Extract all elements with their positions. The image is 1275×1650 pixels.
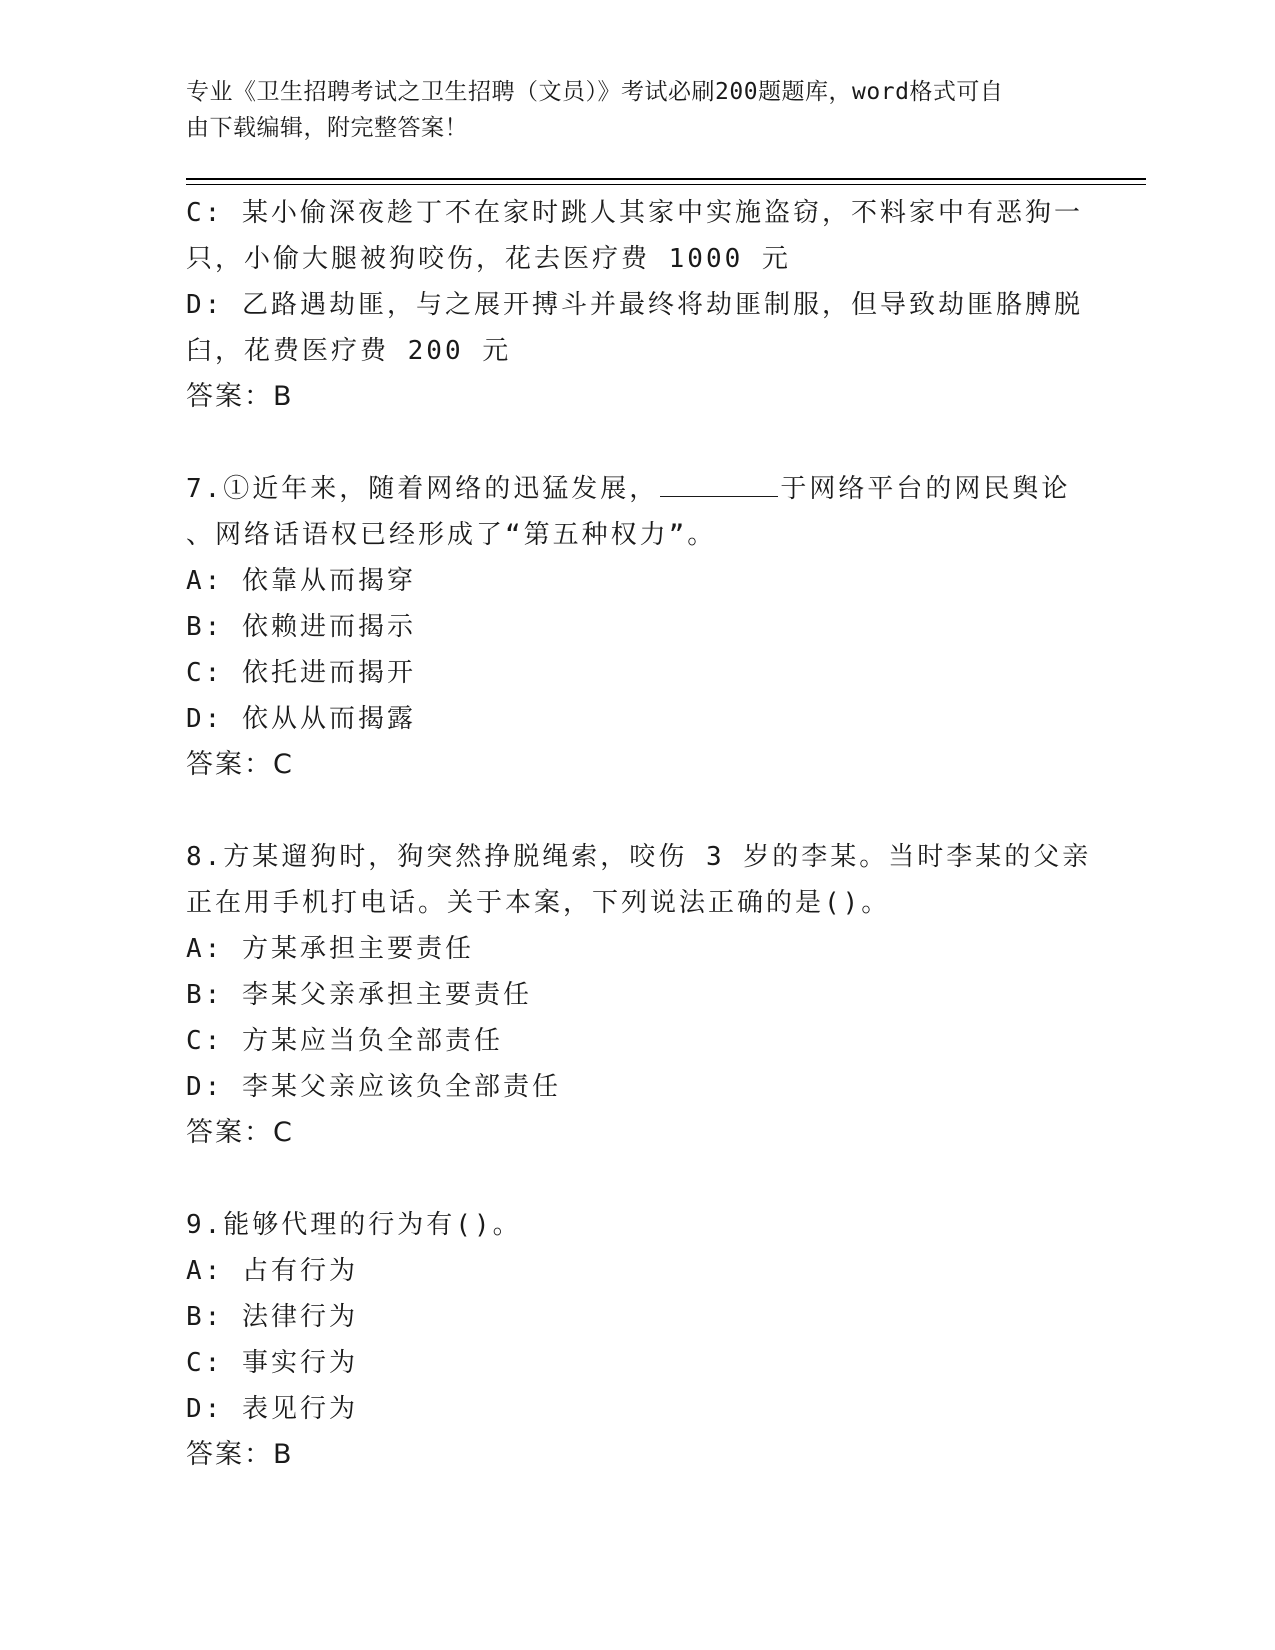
question-9-answer: 答案：B xyxy=(186,1439,294,1470)
question-8-option-d: D: 李某父亲应该负全部责任 xyxy=(186,1072,561,1102)
header-line-2: 由下载编辑，附完整答案！ xyxy=(186,115,468,141)
question-8-stem-line-1: 8.方某遛狗时，狗突然挣脱绳索，咬伤 3 岁的李某。当时李某的父亲 xyxy=(186,842,1092,872)
question-8-answer: 答案：C xyxy=(186,1117,294,1148)
question-9-option-c: C: 事实行为 xyxy=(186,1348,358,1378)
question-8-option-a: A: 方某承担主要责任 xyxy=(186,934,474,964)
question-content xyxy=(186,190,1146,1478)
question-7-option-b: B: 依赖进而揭示 xyxy=(186,612,416,642)
question-7-option-d: D: 依从从而揭露 xyxy=(186,704,416,734)
spacer xyxy=(186,1156,1146,1202)
question-9-option-d: D: 表见行为 xyxy=(186,1394,358,1424)
question-9-stem-line-1: 9.能够代理的行为有()。 xyxy=(186,1210,522,1240)
spacer xyxy=(186,788,1146,834)
option-c-line-1: C: 某小偷深夜趁丁不在家时跳人其家中实施盗窃，不料家中有恶狗一 xyxy=(186,198,1083,228)
option-d-line-2: 臼，花费医疗费 200 元 xyxy=(186,336,512,366)
question-8-stem-line-2: 正在用手机打电话。关于本案，下列说法正确的是()。 xyxy=(186,888,891,918)
question-8-option-b: B: 李某父亲承担主要责任 xyxy=(186,980,532,1010)
header-line-1: 专业《卫生招聘考试之卫生招聘（文员）》考试必刷200题题库，word格式可自 xyxy=(186,79,1004,105)
question-7-block xyxy=(186,466,1146,788)
prev-question-block xyxy=(186,190,1146,420)
question-9-block xyxy=(186,1202,1146,1478)
question-9-option-b: B: 法律行为 xyxy=(186,1302,358,1332)
question-7-stem-part-1: 7.①近年来，随着网络的迅猛发展， xyxy=(186,474,659,504)
question-7-stem-part-2: 于网络平台的网民舆论 xyxy=(780,474,1071,504)
question-7-answer: 答案：C xyxy=(186,749,294,780)
fill-in-blank xyxy=(660,474,778,497)
question-7-option-c: C: 依托进而揭开 xyxy=(186,658,416,688)
question-7-stem-line-2: 、网络话语权已经形成了“第五种权力”。 xyxy=(186,520,717,550)
question-8-option-c: C: 方某应当负全部责任 xyxy=(186,1026,503,1056)
spacer xyxy=(186,420,1146,466)
question-7-stem-line-1 xyxy=(186,466,1146,512)
option-d-line-1: D: 乙路遇劫匪，与之展开搏斗并最终将劫匪制服，但导致劫匪胳膊脱 xyxy=(186,290,1083,320)
header-rule-thin xyxy=(186,184,1146,185)
header-rule-thick xyxy=(186,178,1146,180)
question-9-option-a: A: 占有行为 xyxy=(186,1256,358,1286)
question-7-option-a: A: 依靠从而揭穿 xyxy=(186,566,416,596)
question-8-block xyxy=(186,834,1146,1156)
document-header xyxy=(186,74,1086,146)
option-c-line-2: 只，小偷大腿被狗咬伤，花去医疗费 1000 元 xyxy=(186,244,791,274)
answer-line: 答案：B xyxy=(186,381,294,412)
